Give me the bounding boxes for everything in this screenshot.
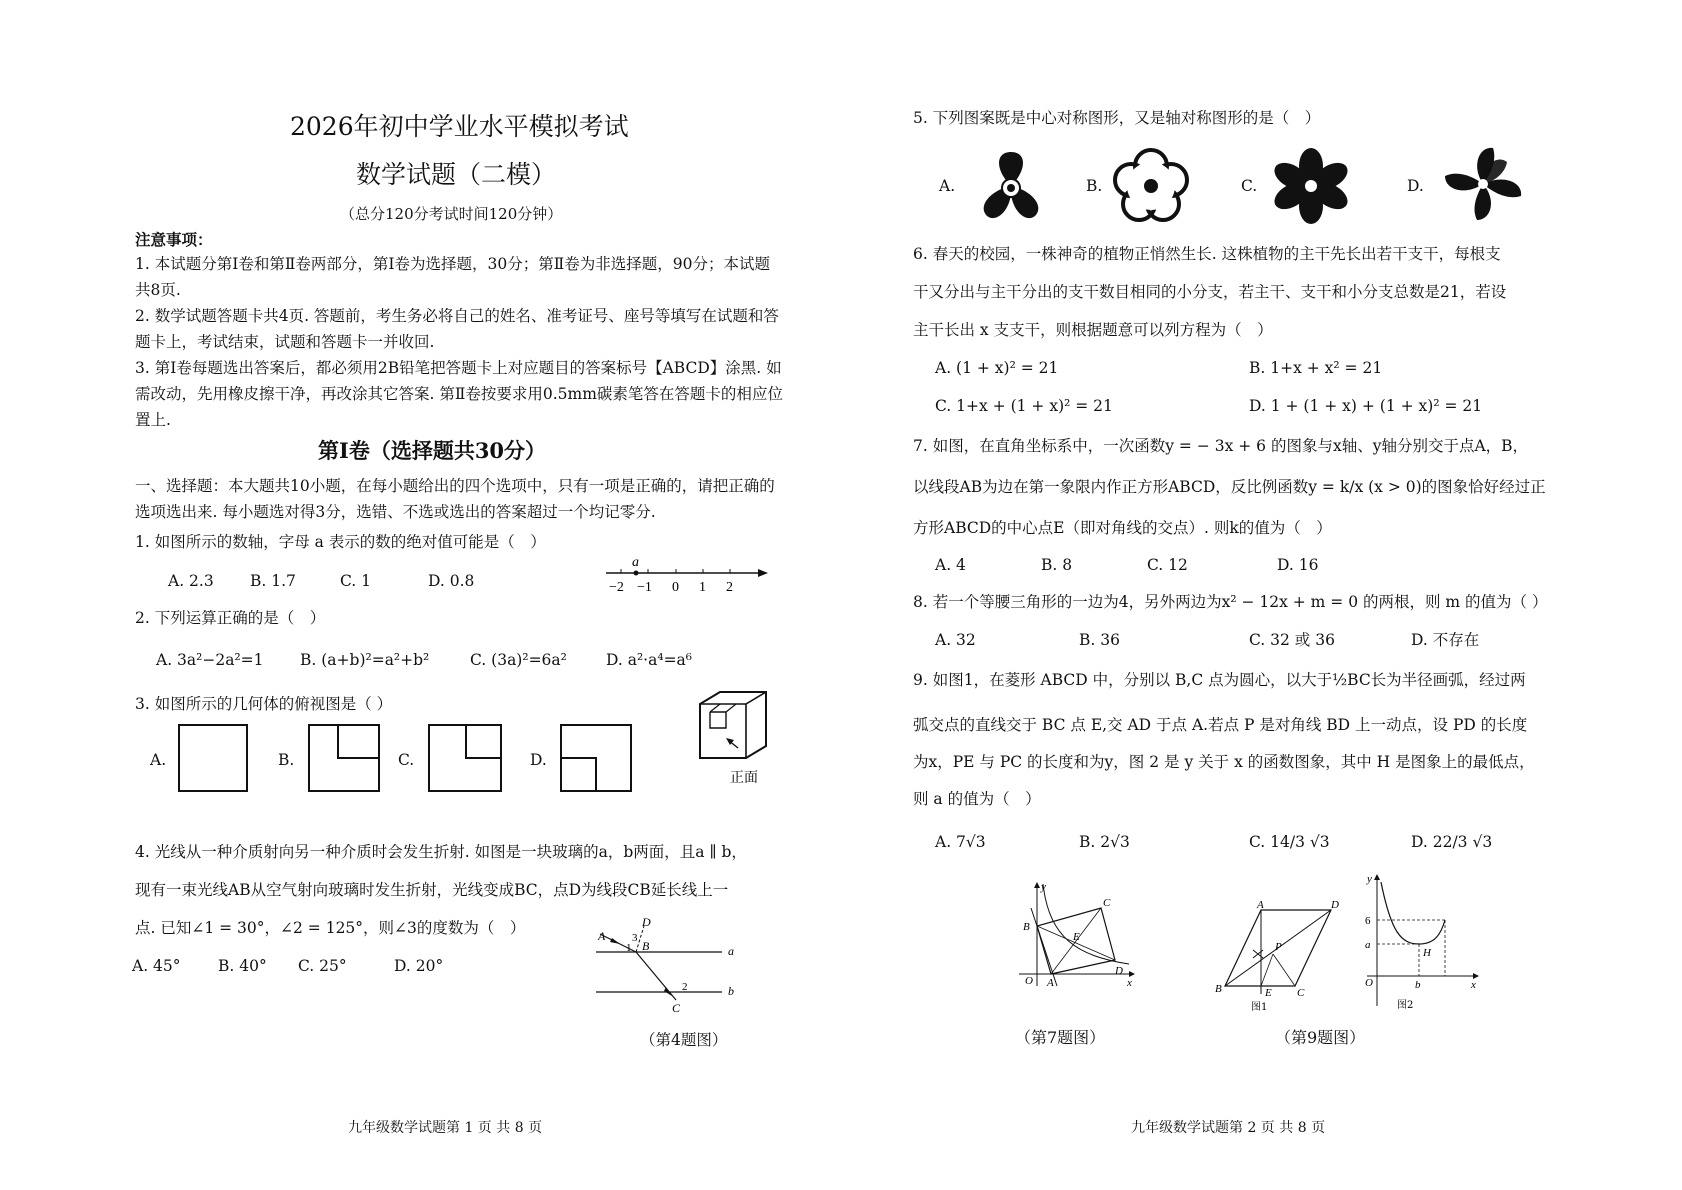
q1-stem: 1. 如图所示的数轴，字母 a 表示的数的绝对值可能是（ ）: [135, 533, 546, 551]
q4-fig-label-b-line: b: [728, 984, 734, 998]
fig7-label-c: C: [1103, 897, 1111, 909]
q6-line2: 干又分出与主干分出的支干数目相同的小分支，若主干、支干和小分支总数是21，若设: [913, 283, 1507, 301]
fig7-label-x: x: [1127, 977, 1132, 989]
fig9a-label-a: A: [1257, 899, 1264, 911]
fig9a-label-e: E: [1265, 987, 1272, 999]
q9-line3: 为x，PE 与 PC 的长度和为y，图 2 是 y 关于 x 的函数图象，其中 H 是图象上的最低点，: [913, 753, 1535, 771]
q9-line2: 弧交点的直线交于 BC 点 E,交 AD 于点 A.若点 P 是对角线 BD 上一动点，设 PD 的长度: [913, 716, 1528, 734]
q7-option-d: D. 16: [1277, 556, 1319, 574]
q7-line2: 以线段AB为边在第一象限内作正方形ABCD，反比例函数y = k/x (x > 0)的图象恰好经过正: [913, 478, 1546, 496]
q3-label-b: B.: [278, 751, 295, 769]
q3-solid-figure: [694, 690, 774, 790]
q5-option-b-pattern: [1111, 148, 1191, 224]
q4-option-d: D. 20°: [394, 957, 444, 975]
q1-option-b: B. 1.7: [250, 572, 296, 590]
q7-option-b: B. 8: [1041, 556, 1073, 574]
notice-item-2: 2. 数学试题答题卡共4页. 答题前，考生务必将自己的姓名、准考证号、座号等填写在试题和答题卡上，考试结束，试题和答题卡一并收回.: [135, 307, 779, 351]
footer-right: 九年级数学试题第 2 页 共 8 页: [1131, 1120, 1326, 1136]
q3-label-c: C.: [398, 751, 415, 769]
q3-option-b-figure: [308, 724, 380, 792]
q3-option-d-figure: [560, 724, 632, 792]
q4-fig-label-1: 1: [626, 942, 632, 954]
q6-line3: 主干长出 x 支支干，则根据题意可以列方程为（ ）: [913, 321, 1273, 339]
fig9b-label-6: 6: [1365, 915, 1371, 927]
q3-stem: 3. 如图所示的几何体的俯视图是（ ）: [135, 695, 393, 713]
fig9b-label-h: H: [1423, 947, 1431, 959]
q9-option-a: A. 7√3: [935, 833, 986, 851]
q1-tick: −1: [637, 580, 652, 595]
q4-refraction-figure: [590, 916, 750, 1016]
q2-option-d: D. a²·a⁴=a⁶: [606, 651, 693, 669]
q9-line4: 则 a 的值为（ ）: [913, 790, 1041, 808]
footer-left: 九年级数学试题第 1 页 共 8 页: [348, 1120, 543, 1136]
q8-option-b: B. 36: [1079, 631, 1120, 649]
q8-option-d: D. 不存在: [1411, 631, 1480, 649]
q5-label-b: B.: [1086, 177, 1103, 195]
fig9b-label-o: O: [1365, 977, 1373, 989]
q1-number-line: [606, 555, 776, 595]
q5-option-c-pattern: [1271, 148, 1351, 224]
q2-option-b: B. (a+b)²=a²+b²: [300, 651, 430, 669]
fig9b-label-a: a: [1365, 939, 1371, 951]
q1-tick: −2: [609, 580, 624, 595]
q8-option-a: A. 32: [935, 631, 976, 649]
q1-tick: 2: [726, 580, 733, 595]
fig7-label-a: A: [1047, 977, 1054, 989]
fig7-label-y: y: [1041, 881, 1046, 893]
fig9b-label-b: b: [1415, 979, 1421, 991]
q5-option-d-pattern: [1441, 144, 1525, 224]
q9-option-b: B. 2√3: [1079, 833, 1130, 851]
q7-line3: 方形ABCD的中心点E（即对角线的交点）. 则k的值为（ ）: [913, 519, 1332, 537]
fig9a-caption: 图1: [1251, 1002, 1268, 1013]
fig7-label-d: D: [1115, 965, 1123, 977]
q3-option-c-figure: [428, 724, 502, 792]
notice-item-3: 3. 第Ⅰ卷每题选出答案后，都必须用2B铅笔把答题卡上对应题目的答案标号【ABCD】涂黑. 如需改动，先用橡皮擦干净，再改涂其它答案. 第Ⅱ卷按要求用0.5mm碳素笔答在答题卡的相应位置上.: [135, 359, 783, 429]
q9-option-c: C. 14/3 √3: [1249, 833, 1330, 851]
q9-caption: （第9题图）: [1275, 1028, 1366, 1047]
q4-fig-label-c: C: [672, 1001, 681, 1015]
fig9a-label-c: C: [1297, 987, 1305, 999]
fig7-label-b: B: [1023, 921, 1030, 933]
exam-title: 2026年初中学业水平模拟考试: [290, 112, 629, 141]
q5-stem: 5. 下列图案既是中心对称图形，又是轴对称图形的是（ ）: [913, 109, 1321, 127]
q6-option-c: C. 1+x + (1 + x)² = 21: [935, 397, 1113, 415]
q4-line3: 点. 已知∠1 = 30°，∠2 = 125°，则∠3的度数为（ ）: [135, 919, 526, 937]
q8-stem: 8. 若一个等腰三角形的一边为4，另外两边为x² − 12x + m = 0 的两根，则 m 的值为（ ）: [913, 593, 1548, 611]
fig9b-label-x: x: [1471, 979, 1476, 991]
q1-tick: 1: [699, 580, 706, 595]
q7-option-c: C. 12: [1147, 556, 1188, 574]
q6-option-a: A. (1 + x)² = 21: [935, 359, 1059, 377]
fig9a-label-p: P: [1275, 941, 1282, 953]
q4-option-a: A. 45°: [132, 957, 181, 975]
q4-caption: （第4题图）: [640, 1031, 728, 1049]
q4-fig-label-a-point: A: [598, 929, 606, 943]
fig9a-label-d: D: [1331, 899, 1339, 911]
q5-option-a-pattern: [971, 150, 1051, 222]
score-info: （总分120分考试时间120分钟）: [340, 205, 563, 223]
exam-subtitle: 数学试题（二模）: [356, 160, 557, 189]
fig7-label-o: O: [1025, 975, 1033, 987]
q4-fig-label-b: B: [642, 939, 650, 953]
q9-option-d: D. 22/3 √3: [1411, 833, 1493, 851]
q6-option-b: B. 1+x + x² = 21: [1249, 359, 1383, 377]
q7-figure: [1017, 878, 1137, 988]
q2-stem: 2. 下列运算正确的是（ ）: [135, 609, 326, 627]
q1-option-d: D. 0.8: [428, 572, 475, 590]
q5-label-a: A.: [939, 177, 956, 195]
notice-heading: 注意事项：: [135, 230, 213, 249]
q7-caption: （第7题图）: [1015, 1028, 1106, 1047]
q9-figure-1: [1211, 900, 1341, 1012]
q7-line1: 7. 如图，在直角坐标系中，一次函数y = − 3x + 6 的图象与x轴、y轴分别交于点A，B，: [913, 437, 1529, 455]
q8-option-c: C. 32 或 36: [1249, 631, 1335, 649]
q6-line1: 6. 春天的校园，一株神奇的植物正悄然生长. 这株植物的主干先长出若干支干，每根支: [913, 245, 1501, 263]
q4-fig-label-2: 2: [682, 981, 688, 993]
section1-title: 第Ⅰ卷（选择题共30分）: [318, 438, 547, 463]
q3-label-d: D.: [530, 751, 547, 769]
q4-line2: 现有一束光线AB从空气射向玻璃时发生折射，光线变成BC，点D为线段CB延长线上一: [135, 881, 729, 899]
q2-option-c: C. (3a)²=6a²: [470, 651, 567, 669]
fig9b-caption: 图2: [1397, 1000, 1414, 1011]
q3-front-label: 正面: [730, 770, 758, 786]
q4-option-b: B. 40°: [218, 957, 267, 975]
q9-figure-2: [1353, 872, 1483, 1012]
q4-fig-label-3: 3: [632, 932, 638, 944]
q2-option-a: A. 3a²−2a²=1: [156, 651, 264, 669]
fig7-label-e: E: [1073, 931, 1080, 943]
q5-label-d: D.: [1407, 177, 1424, 195]
q7-option-a: A. 4: [935, 556, 966, 574]
q4-fig-label-a-line: a: [728, 944, 734, 958]
q6-option-d: D. 1 + (1 + x) + (1 + x)² = 21: [1249, 397, 1483, 415]
q5-label-c: C.: [1241, 177, 1258, 195]
fig9b-label-y: y: [1367, 873, 1372, 885]
page-right: [841, 0, 1682, 1190]
q4-option-c: C. 25°: [298, 957, 347, 975]
notice-item-1: 1. 本试题分第Ⅰ卷和第Ⅱ卷两部分，第Ⅰ卷为选择题，30分；第Ⅱ卷为非选择题，90分；本试题共8页.: [135, 255, 770, 299]
q1-axis-label: a: [632, 555, 639, 570]
q3-label-a: A.: [150, 751, 167, 769]
q3-option-a-square: [178, 724, 248, 792]
q1-option-c: C. 1: [340, 572, 372, 590]
q4-line1: 4. 光线从一种介质射向另一种介质时会发生折射. 如图是一块玻璃的a，b两面，且a ∥ b，: [135, 843, 747, 861]
q9-line1: 9. 如图1，在菱形 ABCD 中，分别以 B,C 点为圆心，以大于½BC长为半径画弧，经过两: [913, 671, 1526, 689]
section1-instructions: 一、选择题：本大题共10小题，在每小题给出的四个选项中，只有一项是正确的，请把正确的选项选出来. 每小题选对得3分，选错、不选或选出的答案超过一个均记零分.: [135, 477, 775, 521]
q1-option-a: A. 2.3: [168, 572, 214, 590]
q4-fig-label-d: D: [642, 915, 651, 929]
q1-tick: 0: [672, 580, 679, 595]
fig9a-label-b: B: [1215, 983, 1222, 995]
